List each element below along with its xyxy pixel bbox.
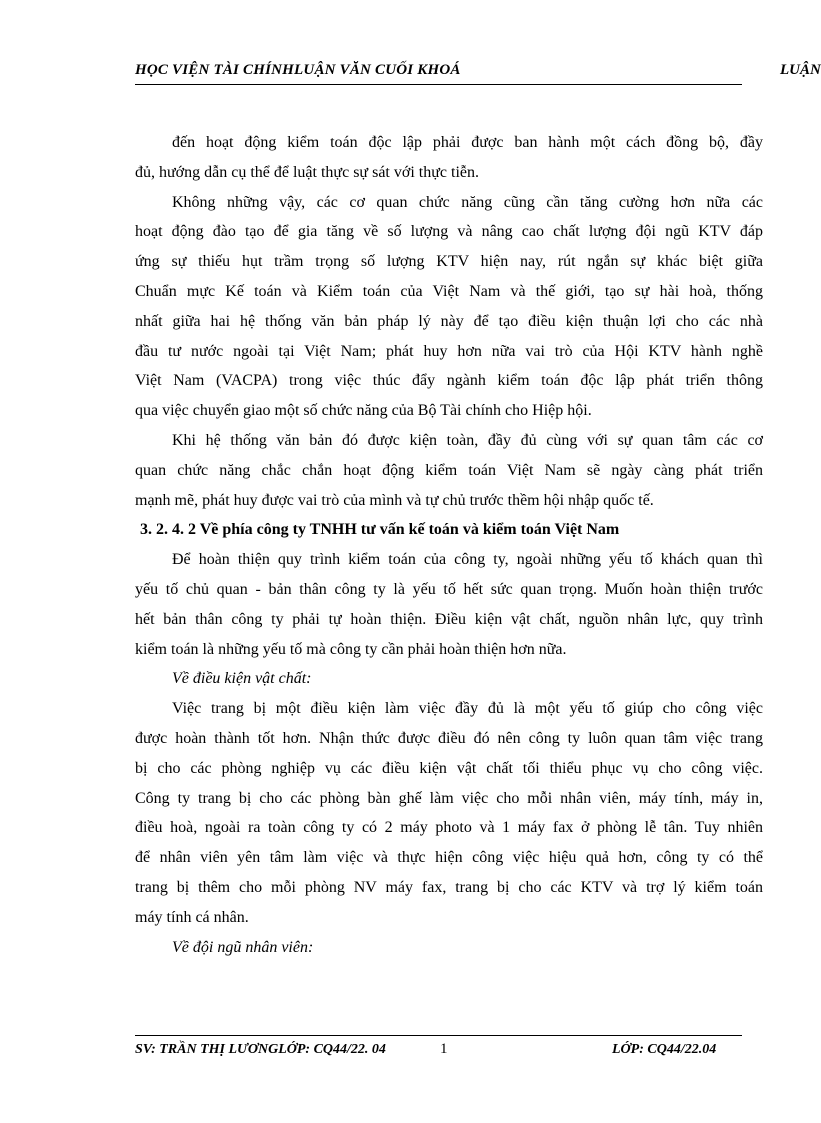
footer-class-info: LỚP: CQ44/22.04 [612, 1042, 717, 1057]
paragraph-line: Khi hệ thống văn bản đó được kiện toàn, đầy đủ cùng với sự quan tâm các cơ [172, 431, 763, 449]
paragraph-line: được hoàn thành tốt hơn. Nhận thức được điều đó nên công ty luôn quan tâm việc trang [135, 729, 763, 747]
footer-student-info: SV: TRẦN THỊ LƯƠNGLỚP: CQ44/22. 04 [135, 1042, 386, 1057]
subheading-physical-conditions: Về điều kiện vật chất: [172, 670, 312, 688]
paragraph-line: ứng sự thiếu hụt trầm trọng số lượng KTV hiện nay, rút ngắn sự khác biệt giữa [135, 253, 763, 271]
paragraph-line: Việc trang bị một điều kiện làm việc đầy đủ là một yếu tố giúp cho công việc [172, 700, 763, 718]
paragraph-line: quan chức năng chắc chắn hoạt động kiểm toán Việt Nam sẽ ngày càng phát triển [135, 461, 763, 479]
paragraph-line: kiểm toán là những yếu tố mà công ty cần phải hoàn thiện hơn nữa. [135, 640, 567, 658]
paragraph-line: để nhân viên yên tâm làm việc và thực hiện công việc hiệu quả hơn, công ty có thể [135, 849, 763, 867]
paragraph-line: đủ, hướng dẫn cụ thể để luật thực sự sát với thực tiễn. [135, 163, 479, 181]
paragraph-line: trang bị thêm cho mỗi phòng NV máy fax, trang bị cho các KTV và trợ lý kiểm toán [135, 878, 763, 896]
paragraph-line: mạnh mẽ, phát huy được vai trò của mình và tự chủ trước thềm hội nhập quốc tế. [135, 491, 654, 509]
section-heading: 3. 2. 4. 2 Về phía công ty TNHH tư vấn kế toán và kiểm toán Việt Nam [140, 521, 620, 539]
paragraph-line: đầu tư nước ngoài tại Việt Nam; phát huy hơn nữa vai trò của Hội KTV hành nghề [135, 342, 763, 360]
subheading-staff: Về đội ngũ nhân viên: [172, 938, 314, 956]
paragraph-line: yếu tố chủ quan - bản thân công ty là yếu tố hết sức quan trọng. Muốn hoàn thiện trước [135, 580, 763, 598]
document-body [135, 128, 763, 962]
paragraph-line: máy tính cá nhân. [135, 908, 249, 926]
paragraph-line: Không những vậy, các cơ quan chức năng cũng cần tăng cường hơn nữa các [172, 193, 763, 211]
footer-divider [135, 1035, 742, 1036]
header-institution-title: HỌC VIỆN TÀI CHÍNHLUẬN VĂN CUỐI KHOÁ [135, 62, 461, 78]
paragraph-line: hoạt động đào tạo để gia tăng về số lượng và nâng cao chất lượng đội ngũ KTV đáp [135, 223, 763, 241]
page-footer [135, 1042, 742, 1064]
paragraph-line: qua việc chuyển giao một số chức năng của Bộ Tài chính cho Hiệp hội. [135, 402, 592, 420]
page-number: 1 [440, 1041, 448, 1057]
paragraph-line: Để hoàn thiện quy trình kiểm toán của công ty, ngoài những yếu tố khách quan thì [172, 551, 763, 569]
paragraph-line: bị cho các phòng nghiệp vụ các điều kiện vật chất tối thiểu phục vụ cho công việc. [135, 759, 763, 777]
paragraph-line: hết bản thân công ty phải tự hoàn thiện. Điều kiện vật chất, nguồn nhân lực, quy trình [135, 610, 763, 628]
paragraph-line: Chuẩn mực Kế toán và Kiểm toán của Việt Nam và thế giới, tạo sự hài hoà, thống [135, 282, 763, 300]
header-document-type: LUẬN [780, 62, 821, 78]
paragraph-line: Việt Nam (VACPA) trong việc thúc đẩy ngành kiểm toán độc lập phát triển thông [135, 372, 763, 390]
paragraph-line: Công ty trang bị cho các phòng bàn ghế làm việc cho mỗi nhân viên, máy tính, máy in, [135, 789, 763, 807]
paragraph-line: điều hoà, ngoài ra toàn công ty có 2 máy photo và 1 máy fax ở phòng lễ tân. Tuy nhiên [135, 819, 763, 837]
paragraph-line: đến hoạt động kiểm toán độc lập phải được ban hành một cách đồng bộ, đầy [172, 134, 763, 151]
header-divider [135, 84, 742, 85]
paragraph-line: nhất giữa hai hệ thống văn bản pháp lý này để tạo điều kiện thuận lợi cho các nhà [135, 312, 763, 330]
